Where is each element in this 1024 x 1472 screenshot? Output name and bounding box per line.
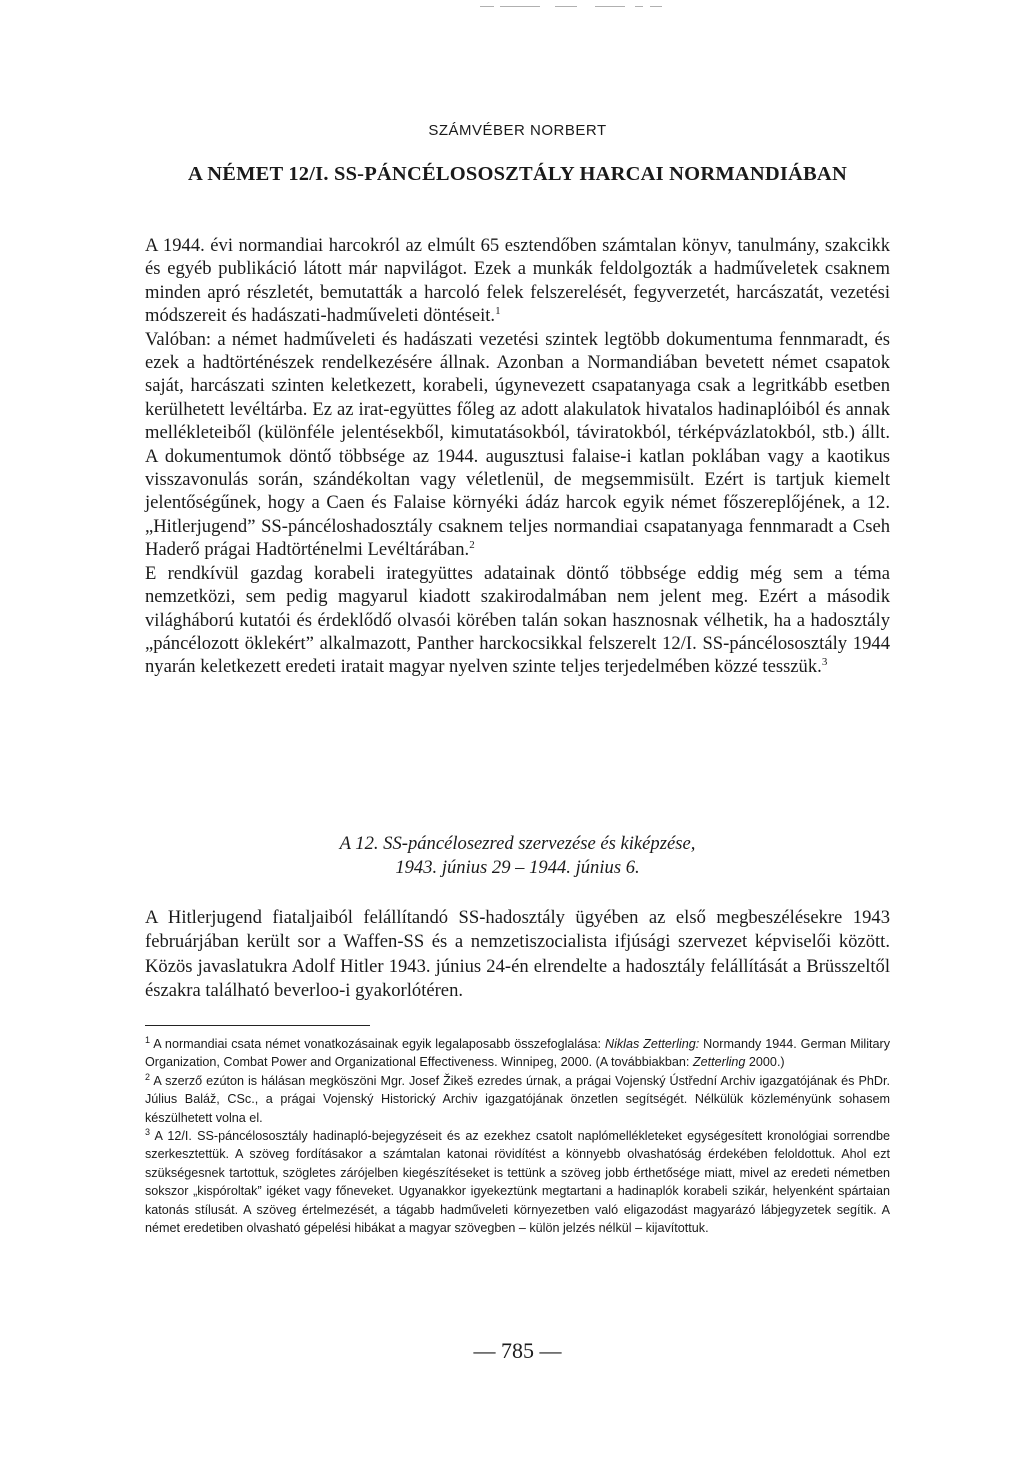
intro-paragraph-3: E rendkívül gazdag korabeli irategyüttes adatainak döntő többsége eddig még sem a téma nemzetközi, sem pedig magyarul kiadott szakirodalmában nem jelent meg. Ezért a második világháború kutatói és érdeklődő olvasói körében talán sokan hasznosnak vélhetik, ha a hadosztály „páncélozott öklekért” alkalmazott, Panther harckocsikkal felszerelt 12/I. SS-páncélososztály 1944 nyarán keletkezett eredeti iratait magyar nyelven szinte teljes terjedelmében közzé tesszük.$^3$ [145,562,890,678]
intro-paragraph-1: A 1944. évi normandiai harcokról az elmúlt 65 esztendőben számtalan könyv, tanulmány, szakcikk és egyéb publikáció látott már napvilágot. Ezek a munkák feldolgozták a hadműveletek csaknem minden apró részletét, bemutatták a harcoló felek felszerelését, fegyverzetét, harcászatát, vezetési módszereit és hadászati-hadműveleti döntéseit.$^1$ [145,235,890,327]
section-paragraph-1: A Hitlerjugend fiataljaiból felállítandó SS-hadosztály ügyében az első megbeszélésekre 1943 februárjában került sor a Waffen-SS és a nemzetiszocialista ifjúsági szervezet képviselői között. Közös javaslatukra Adolf Hitler 1943. június 24-én elrendelte a hadosztály felállítását a Brüsszeltől északra található beverloo-i gyakorlótéren. [145,907,890,1001]
footnote-ref-1: 1 [495,305,501,318]
intro-paragraph-2: Valóban: a német hadműveleti és hadászati vezetési szintek legtöbb dokumentuma fennmaradt, és ezek a hadtörténészek rendelkezésére állnak. Azonban a Normandiában bevetett német csapatok saját, harcászati szinten keletkezett, korabeli, úgynevezett csapatanyaga csak a legritkább esetben kerülhetett levéltárba. Ez az irat-együttes főleg az adott alakulatok hivatalos hadinaplóiból és annak mellékleteiből (különféle jelentésekből, kimutatásokból, táviratokból, térképvázlatokból, stb.) állt. A dokumentumok döntő többsége az 1944. augusztusi falaise-i katlan poklában vagy a kaotikus visszavonulás során, szándékoltan vagy véletlenül, de megsemmisült. Ezért is tartjuk kiemelt jelentőségűnek, hogy a Caen és Falaise környéki ádáz harcok egyik német főszereplőjének, a 12. „Hitlerjugend” SS-páncéloshadosztály csaknem teljes normandiai csapatanyaga fennmaradt a Cseh Haderő prágai Hadtörténelmi Levéltárában.$^2$ [145,328,890,561]
footnote-ref-2: 2 [469,539,475,552]
scan-artifact [470,6,670,10]
footnote-divider [145,1025,370,1026]
article-title: A NÉMET 12/I. SS-PÁNCÉLOSOSZTÁLY HARCAI NORMANDIÁBAN [188,163,847,185]
section-heading [145,832,890,880]
intro-text [145,234,890,679]
page-number: — 785 — [473,1338,562,1363]
author-name: SZÁMVÉBER NORBERT [428,122,607,139]
footnote-2: $^2$ A szerző ezúton is hálásan megköszöni Mgr. Josef Žikeš ezredes úrnak, a prágai Vojenský Ústřední Archiv igazgatójának és PhDr. Július Baláž, CSc., a prágai Vojenský Historický Archiv igazgatójának önzetlen segítségét. Nélkülük közleményünk sohasem készülhetett volna el. [145,1071,890,1125]
footnotes [145,1035,890,1237]
footnote-1: $^1$ A normandiai csata német vonatkozásainak egyik legalaposabb összefoglalása: Niklas Zetterling: Normandy 1944. German Military Organization, Combat Power and Organizational Effectiveness. Winnipeg, 2000. (A továbbiakban: Zetterling 2000.) [145,1035,891,1070]
section-heading-line-1: A 12. SS-páncélosezred szervezése és kiképzése, [339,833,696,854]
section-text [145,906,890,1003]
section-heading-line-2: 1943. június 29 – 1944. június 6. [395,857,640,878]
footnote-ref-3: 3 [821,656,828,669]
footnote-3: $^3$ A 12/I. SS-páncélososztály hadinapló-bejegyzéseit és az ezekhez csatolt naplómellékleteket egységesített kronológiai sorrendbe szerkesztettük. A szöveg fordításakor a számtalan katonai rövidítést a könnyebb olvashatóság érdekében feloldottuk. Ahol ezt szükségesnek tartottuk, szögletes zárójelben kiegészítéseket is tettünk a szöveg jobb érthetősége miatt, mivel az eredeti németben sokszor „kispóroltak” igéket vagy főneveket. Ugyanakkor igyekeztünk megtartani a hadinaplók korabeli szikár, helyenként spártaian katonás stílusát. A szöveg értelmezését, a tágabb hadműveleti környezetben való eligazodást magyarázó lábjegyzetek segítik. A német eredetiben olvasható gépelési hibákat a magyar szövegben – külön jelzés nélkül – kijavítottuk. [145,1127,890,1236]
